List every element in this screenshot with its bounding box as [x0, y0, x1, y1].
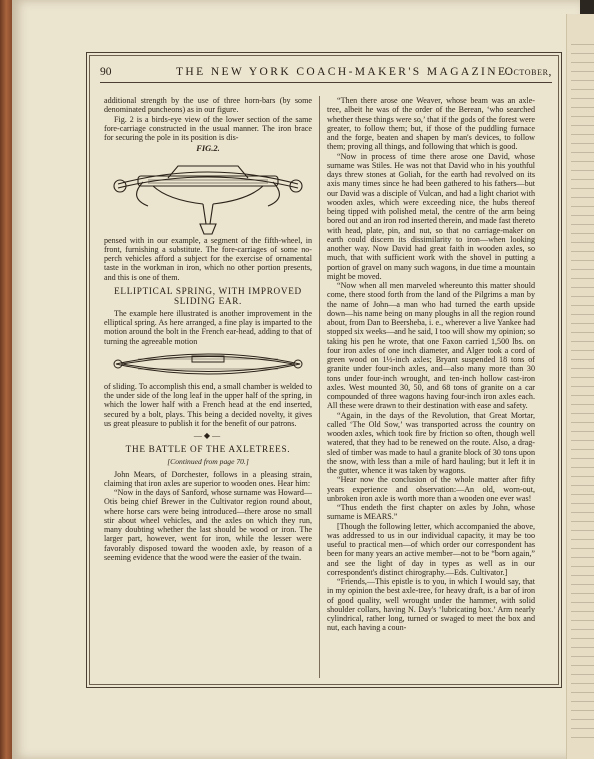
paragraph: “Now when all men marveled whereunto this matter should come, there stood forth from the land of the Pilgrims a man by the name of John—a man who had turned the earth upside down—his name being on many ploughs in all the region round about, from Dan to Beersheba, i. e., wherever a live Yankee had stopped six weeks—and he said, I too will show my opinion; so taking his pen he wrote, that one Faxon carried 1,500 lbs. on four iron axles of one inch diameter, and Alger took a cord of green wood on 1½-inch axles; Bryant suspended 18 tons of granite under four-inch axles, and—also many more than 30 tons under four-inch wrought, and ten-inch hollow cast-iron axles. West mounted 30, 50, and 68 tons of granite on a car compounded of three wagons having four-inch iron axles each. All these were drawn to their destination with ease and safety. — [327, 281, 535, 411]
paragraph: “Now in the days of Sanford, whose surname was Howard—Otis being chief Brewer in the Cultivator region round about, where horse cars were being introduced—there arose no small stir about wheel vehicles, and the axles on which they run, many doubting whether the last should be wood or iron. The larger part, however, went for iron, while the lesser were favorably disposed toward the wooden axle, by reason of a seeming evidence that the wood were the easier of the twain. — [104, 488, 312, 562]
paragraph: John Mears, of Dorchester, follows in a pleasing strain, claiming that iron axles are superior to wooden ones. Hear him: — [104, 469, 312, 488]
paragraph: Fig. 2 is a birds-eye view of the lower section of the same fore-carriage constructed in the usual manner. The iron brace for securing the pole in its position is dis- — [104, 114, 312, 142]
header-rule — [100, 82, 552, 83]
facing-page-edge — [566, 14, 594, 759]
paragraph: The example here illustrated is another improvement in the elliptical spring. As here arranged, a fine play is imparted to the motion around the bolt in the French ear-head, adding to that of turning the agreeable motion — [104, 308, 312, 346]
right-column — [327, 96, 535, 633]
section-heading: ELLIPTICAL SPRING, WITH IMPROVED SLIDING EAR. — [114, 285, 302, 306]
month-label: October, — [504, 66, 552, 78]
elliptical-spring-illustration — [108, 346, 308, 382]
figure-label: FIG.2. — [196, 143, 220, 154]
paragraph: “Thus endeth the first chapter on axles by John, whose surname is MEARS.” — [327, 503, 535, 522]
paragraph: “Hear now the conclusion of the whole matter after fifty years experience and observation:—An old, worn-out, unbroken iron axle is worth more than a wooden one ever was! — [327, 475, 535, 503]
paragraph: additional strength by the use of three horn-bars (by some denominated puncheons) as in our figure. — [104, 96, 312, 115]
paragraph: of sliding. To accomplish this end, a small chamber is welded to the under side of the long leaf in the upper half of the spring, in which the lower half with a French head at the end inserted, secured by a bolt, plays. This being a decided novelty, it gives us great pleasure to publish it for the benefit of our patrons. — [104, 381, 312, 428]
left-column — [104, 96, 312, 562]
paragraph: “Now in process of time there arose one David, whose surname was Stiles. He was not that David who in his youthful days threw stones at Goliah, for the earth had revolved on its axis many times since he had been gathered to his fathers—but our David was a disciple of Vulcan, and had a light chariot with wooden axles, which were exceeding nice, the hubs thereof being tipped with polished metal, the centre of the arm being bored out and an iron rod inserted therein, and made fast thereto with head, plate, pin, and nut, so that no carriage-maker on earth could discern its dissimilarity to iron—when looking another way. Now David had great faith in wooden axles, so much, that with sufficient work with the shovel in putting a portion of gravel on many such wagons, in due time a mountain might be moved. — [327, 151, 535, 281]
page-number: 90 — [100, 66, 112, 78]
running-title: THE NEW YORK COACH-MAKER'S MAGAZINE. — [176, 66, 513, 78]
ornamental-divider: —◆— — [193, 431, 223, 440]
section-heading: THE BATTLE OF THE AXLETREES. — [125, 444, 291, 455]
paragraph: “Friends,—This epistle is to you, in which I would say, that in my opinion the best axle-tree, for heavy draft, is a bar of iron of good quality, well wrought under the hammer, with solid shoulder collars, having N. Day's ‘lubricating box.’ Arm nearly cylindrical, rather long, turned or swaged to meet the box and nut, each having a coun- — [327, 577, 535, 633]
column-divider — [319, 96, 320, 678]
continuation-note: [Continued from page 70.] — [167, 457, 249, 467]
running-header — [100, 66, 552, 80]
paragraph: [Though the following letter, which accompanied the above, was addressed to us in our individual capacity, it may be too useful to practical men—of which order our correspondent has been for many years an active member—not to be “born again,” and see the light of day in types as well as in our correspondent's distinct chirography.—Eds. Cultivator.] — [327, 521, 535, 577]
paragraph: “Then there arose one Weaver, whose beam was an axle-tree, albeit he was of the order of the Berean, ‘who searched whether these things were so,’ that if the gods of the forest were greater, to follow them; but, if those of the puddling furnace and the forge, beaten and shapen by man's devices, to follow them; proving all things, and following that which is good. — [327, 96, 535, 152]
fore-carriage-illustration — [108, 154, 308, 236]
paragraph: pensed with in our example, a segment of the fifth-wheel, in front, furnishing a substitute. The fore-carriages of some no-perch vehicles afford a subject for the exercise of ornamental taste in the workman in iron, which no other portion presents, and this is one of them. — [104, 235, 312, 282]
paragraph: “Again, in the days of the Revolution, that Great Mortar, called ‘The Old Sow,’ was transported across the country on wooden axles, which took fire by friction so often, though well watered, that they had to be renewed on the route. Also, a drag-sled of timber was made to haul a granite block of 30 tons upon the snow, with less than a mile of hard hauling; but it left it in the gutter, whence it was taken by wagons. — [327, 410, 535, 475]
